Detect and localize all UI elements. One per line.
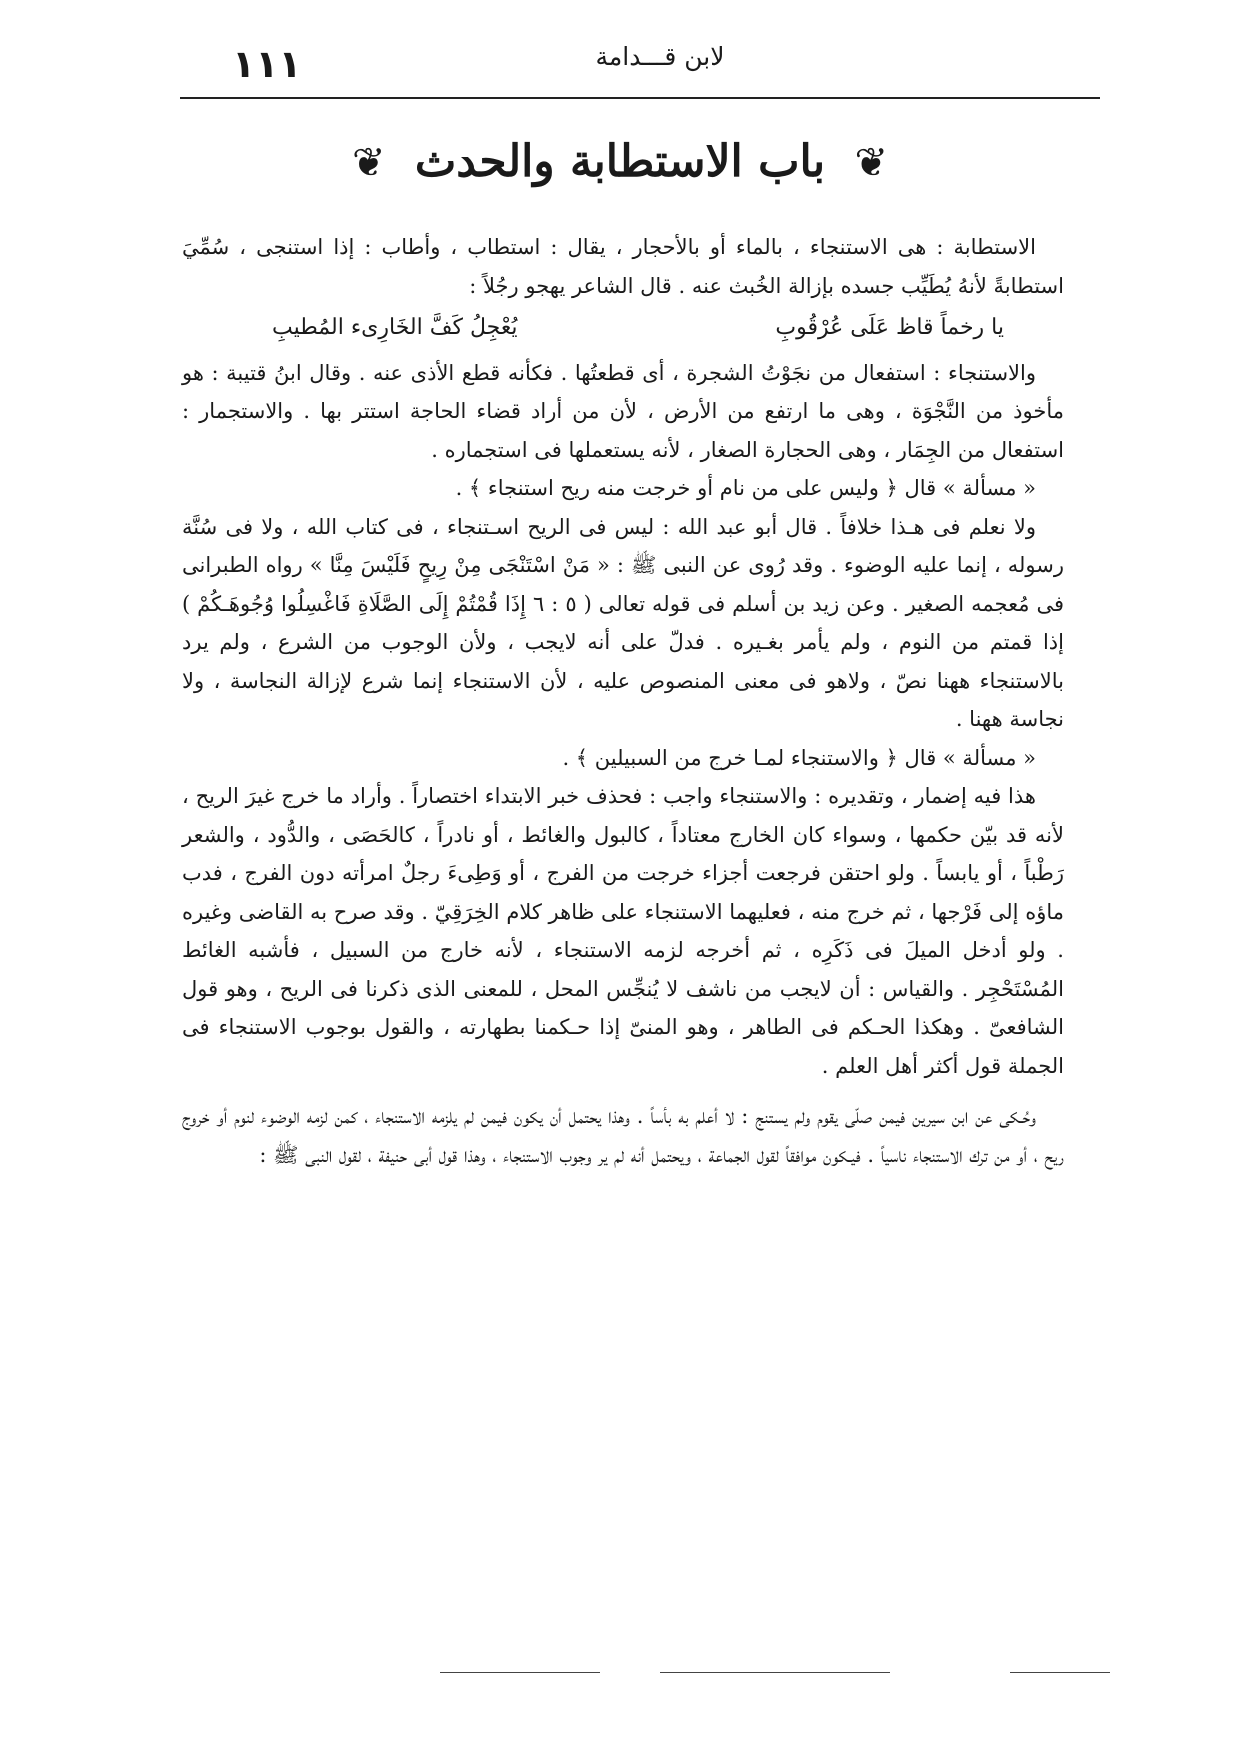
ornament-left-icon: ❦ <box>352 140 386 186</box>
chapter-title-text: باب الاستطابة والحدث <box>414 136 826 187</box>
page-number: ١١١ <box>232 42 302 86</box>
footer-rule <box>440 1672 600 1673</box>
masala-heading-1: « مسألة » قال ﴿ وليس على من نام أو خرجت منه ريح استنجاء ﴾ . <box>455 476 1036 500</box>
footer-rule <box>1010 1672 1110 1673</box>
paragraph-ibn-sirin: وحُـكى عن ابن سيرين فيمن صلّى يقوم ولم يستنج : لا أعلم به بأساً . وهذا يحتمل أن يكون فيمن لم يلزمه الاستنجاء ، كمن لزمه الوضوء لنوم أو خروج ريح ، أو من ترك الاستنجاء ناسياً . فيـكون موافقاً لقول الجماعة ، ويحتمل أنه لم ير وجوب الاستنجاء ، وهذا قول أبى حنيفة ، لقول النبى ﷺ : <box>182 1104 1064 1167</box>
masala-heading-2: « مسألة » قال ﴿ والاستنجاء لمـا خرج من السبيلين ﴾ . <box>562 745 1036 770</box>
footer-rule <box>660 1672 890 1673</box>
paragraph-istinja-definition: والاستنجاء : استفعال من نجَوْتُ الشجرة ، أى قطعتُها . فكأنه قطع الأذى عنه . وقال ابنُ قتيبة : هو مأخوذ من النَّجْوَة ، وهى ما ارتفع من الأرض ، لأن من أراد قضاء الحاجة استتر بها . والاستجمار : استفعال من الجِمَار ، وهى الحجارة الصغار ، لأنه يستعملها فى استجماره . <box>182 360 1064 462</box>
chapter-title <box>0 136 1240 187</box>
header-rule <box>180 97 1100 99</box>
ornament-right-icon: ❦ <box>854 140 888 186</box>
running-header: لابن قـــدامة <box>595 42 725 71</box>
verse-second-hemistich: يُعْجِلُ كَفَّ الخَارِىء المُطيبِ <box>272 315 518 340</box>
paragraph-istinja-obligation: هذا فيه إضمار ، وتقديره : والاستنجاء واجب : فحذف خبر الابتداء اختصاراً . وأراد ما خرج غيرَ الريح ، لأنه قد بيّن حكمها ، وسواء كان الخارج معتاداً ، كالبول والغائط ، أو نادراً ، كالحَصَى ، والدُّود ، والشعر رَطْباً ، أو يابساً . ولو احتقن فرجعت أجزاء خرجت من الفرج ، أو وَطِىءَ رجلٌ امرأته دون الفرج ، فدب ماؤه إلى فَرْجها ، ثم خرج منه ، فعليهما الاستنجاء على ظاهر كلام الخِرَقِيّ . وقد صرح به القاضى وغيره . ولو أدخل الميلَ فى ذَكَرِه ، ثم أخرجه لزمه الاستنجاء ، لأنه خارج من السبيل ، فأشبه الغائط المُسْتَحْجِر . والقياس : أن لايجب من ناشف لا يُنجِّس المحل ، للمعنى الذى ذكرنا فى الريح ، وهو قول الشافعىّ . وهكذا الحـكم فى الطاهر ، وهو المنىّ إذا حـكمنا بطهارته ، والقول بوجوب الاستنجاء فى الجملة قول أكثر أهل العلم . <box>182 784 1064 1078</box>
verse-line <box>182 305 1064 354</box>
main-text <box>182 228 1064 1174</box>
paragraph-istitaba: الاستطابة : هى الاستنجاء ، بالماء أو بالأحجار ، يقال : استطاب ، وأطاب : إذا استنجى ، سُمِّيَ استطابةً لأنهُ يُطَيِّب جسده بإزالة الخُبث عنه . قال الشاعر يهجو رجُلاً : <box>182 235 1064 298</box>
paragraph-gap <box>182 1085 1064 1097</box>
paragraph-no-istinja-for-wind: ولا نعلم فى هـذا خلافاً . قال أبو عبد الله : ليس فى الريح اسـتنجاء ، فى كتاب الله ، ولا فى سُنَّة رسوله ، إنما عليه الوضوء . وقد رُوى عن النبى ﷺ : « مَنْ اسْتَنْجَى مِنْ رِيحٍ فَلَيْسَ مِنَّا » رواه الطبرانى فى مُعجمه الصغير . وعن زيد بن أسلم فى قوله تعالى ( ٥ : ٦ إِذَا قُمْتُمْ إِلَى الصَّلَاةِ فَاغْسِلُوا وُجُوهَـكُمْ ) إذا قمتم من النوم ، ولم يأمر بغـيره . فدلّ على أنه لايجب ، ولأن الوجوب من الشرع ، ولم يرد بالاستنجاء ههنا نصّ ، ولاهو فى معنى المنصوص عليه ، لأن الاستنجاء إنما شرع لإزالة النجاسة ، ولا نجاسة ههنا . <box>182 514 1064 731</box>
verse-first-hemistich: يا رخماً قاظ عَلَى عُرْقُوبِ <box>775 315 1004 340</box>
